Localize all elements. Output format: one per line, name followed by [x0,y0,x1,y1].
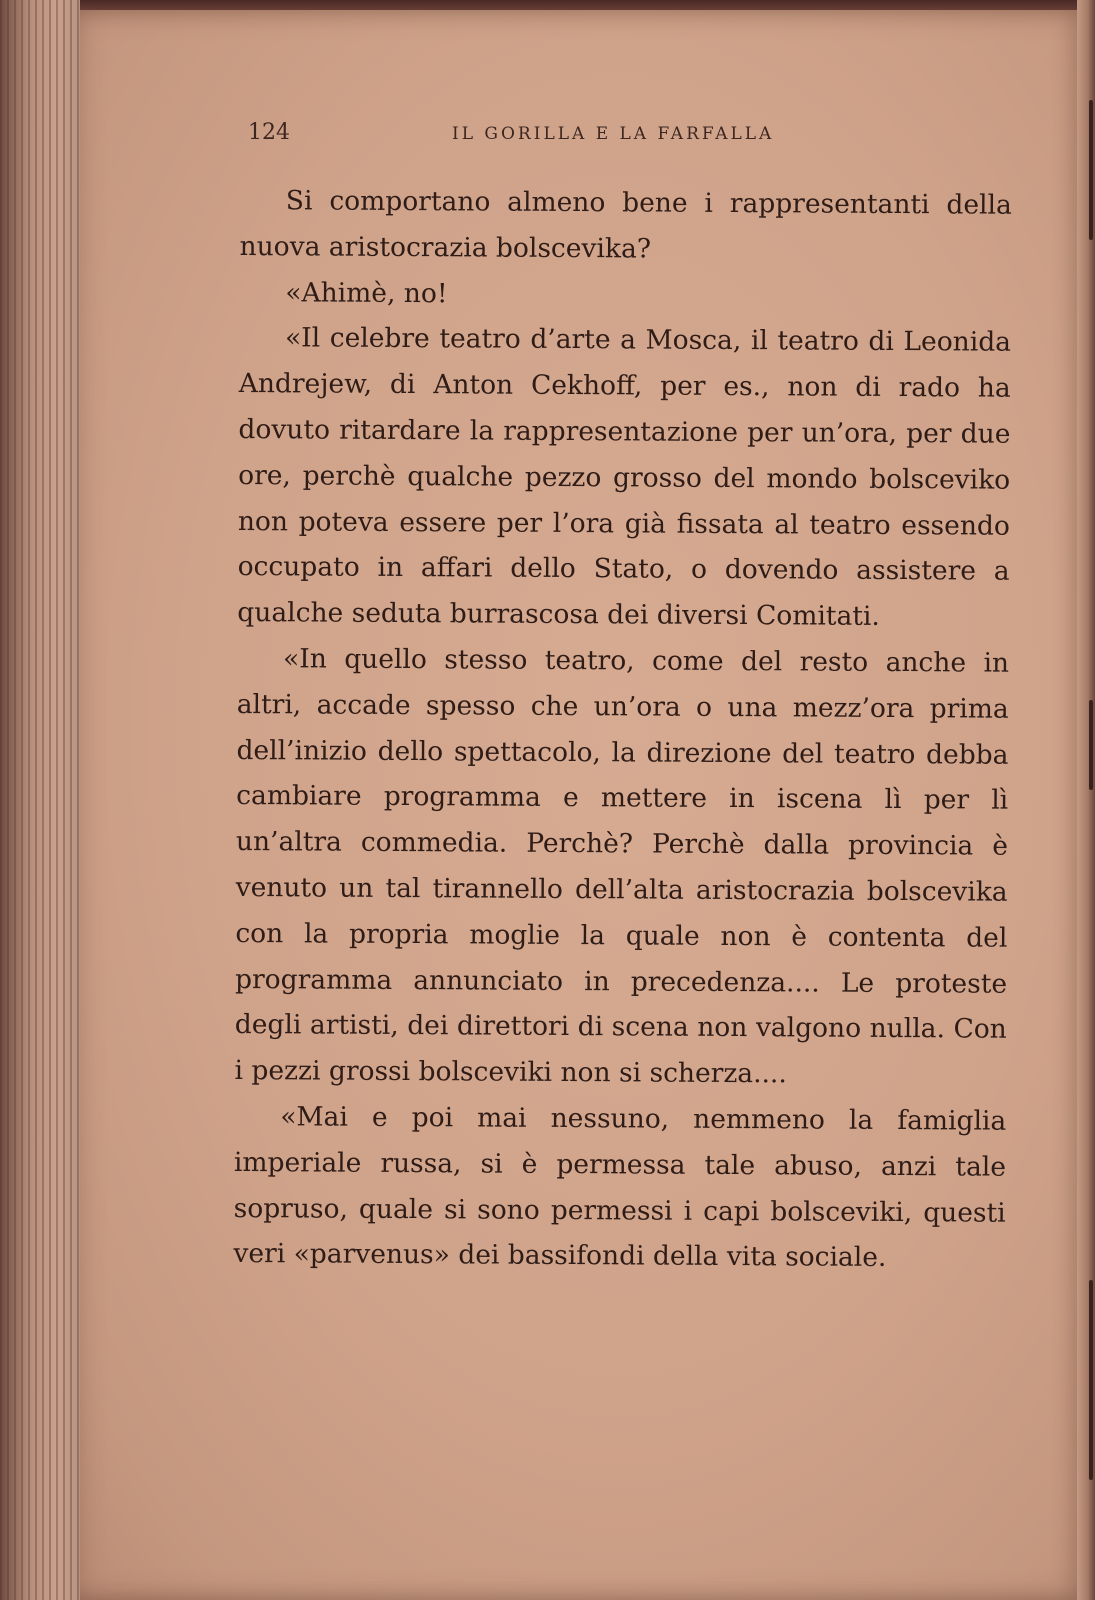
page-number: 124 [248,120,290,145]
paragraph: Si comportano almeno bene i rappresentanti della nuova aristocrazia bolscevika? [239,185,1012,265]
edge-mark [1089,1280,1093,1480]
paragraph: «In quello stesso teatro, come del resto anche in altri, accade spesso che un’ora o una mezz’ora prima dell’inizio dello spettacolo, la direzione del teatro debba cambiare programma e mettere in iscena lì per lì un’altra commedia. Perchè? Perchè dalla provincia è venuto un tal tirannello dell’alta aristocrazia bolscevika con la propria moglie la quale non è contenta del programma annunciato in precedenza.... Le proteste degli artisti, dei direttori di scena non valgono nulla. Con i pezzi grossi bolsceviki non si scherza.... [234,643,1010,1090]
paragraph: «Il celebre teatro d’arte a Mosca, il teatro di Leonida Andrejew, di Anton Cekhoff, per es., non di rado ha dovuto ritardare la rappresentazione per un’ora, per due ore, perchè qualche pezzo grosso del mondo bolsceviko non poteva essere per l’ora già fissata al teatro essendo occupato in affari dello Stato, o dovendo assistere a qualche seduta burrascosa dei diversi Comitati. [237,322,1012,633]
running-header [248,120,818,154]
paragraph: «Mai e poi mai nessuno, nemmeno la famiglia imperiale russa, si è permessa tale abuso, anzi tale sopruso, quale si sono permessi i capi bolsceviki, questi veri «parvenus» dei bassifondi della vita sociale. [233,1101,1007,1274]
paragraph: «Ahimè, no! [285,276,448,309]
book-binding [0,0,80,1600]
body-text [233,178,1012,1282]
book-right-edge [1077,0,1095,1600]
edge-mark [1089,100,1093,240]
edge-mark [1089,700,1093,790]
running-title: IL GORILLA E LA FARFALLA [452,124,775,144]
